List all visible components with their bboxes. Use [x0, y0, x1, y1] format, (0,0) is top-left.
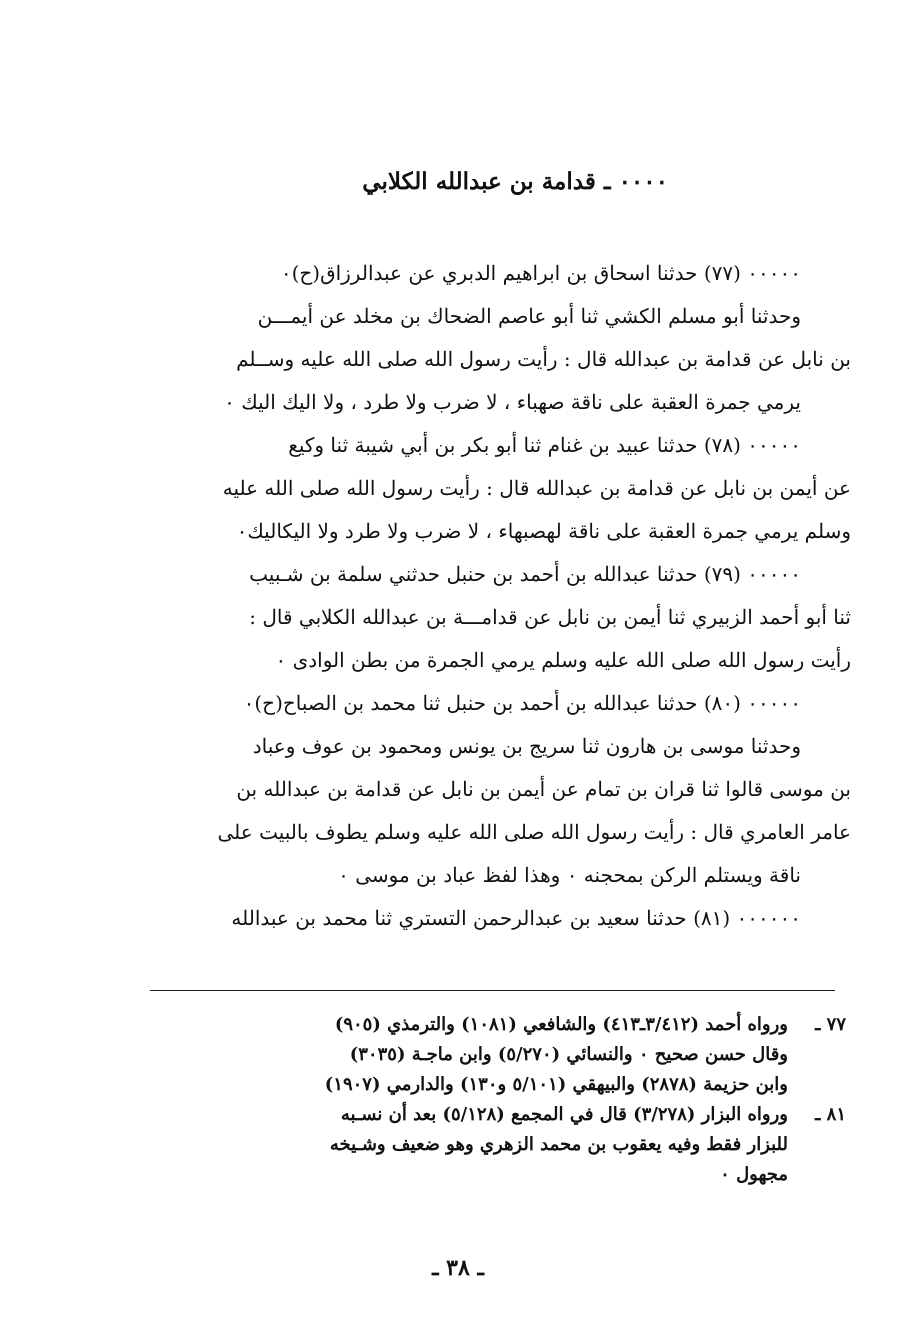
body-line: بن موسى قالوا ثنا قران بن تمام عن أيمن بن نابل عن قدامة بن عبدالله بن: [236, 777, 851, 801]
footnote-line: للبزار فقط وفيه يعقوب بن محمد الزهري وهو ضعيف وشـيخه: [329, 1134, 788, 1155]
page-number: ـ ٣٨ ـ: [432, 1255, 484, 1281]
footnote-line: مجهول ٠: [720, 1164, 788, 1185]
body-line: ٠٠٠٠٠ (٧٨) حدثنا عبيد بن غنام ثنا أبو بكر بن أبي شيبة ثنا وكيع: [288, 433, 801, 457]
body-line: وسلم يرمي جمرة العقبة على ناقة لهصبهاء ، لا ضرب ولا طرد ولا اليكاليك٠: [236, 519, 851, 543]
body-line: ٠٠٠٠٠ (٧٩) حدثنا عبدالله بن أحمد بن حنبل حدثني سلمة بن شـبيب: [249, 562, 801, 586]
footnote: [76, 1010, 846, 1100]
body-line: يرمي جمرة العقبة على ناقة صهباء ، لا ضرب ولا طرد ، ولا اليك اليك ٠: [224, 390, 801, 414]
body-line: ٠٠٠٠٠ (٧٧) حدثنا اسحاق بن ابراهيم الدبري عن عبدالرزاق(ح)٠: [280, 261, 801, 285]
footnote-number: ٨١ ـ: [815, 1104, 846, 1125]
body-line: بن نابل عن قدامة بن عبدالله قال : رأيت رسول الله صلى الله عليه وســلم: [236, 347, 851, 371]
body-line: ناقة ويستلم الركن بمحجنه ٠ وهذا لفظ عباد بن موسى ٠: [338, 863, 801, 887]
footnote-line: ورواه البزار (٣/٢٧٨) قال في المجمع (٥/١٢٨) بعد أن نسـبه: [340, 1104, 788, 1125]
footnote-line: وابن حزيمة (٢٨٧٨) والبيهقي (٥/١٠١ و١٣٠) والدارمي (١٩٠٧): [324, 1074, 788, 1095]
footnote-separator: [150, 990, 835, 991]
body-line: رأيت رسول الله صلى الله عليه وسلم يرمي الجمرة من بطن الوادى ٠: [275, 648, 851, 672]
footnote-number: ٧٧ ـ: [815, 1014, 846, 1035]
hadith-body: [56, 252, 851, 940]
body-line: وحدثنا موسى بن هارون ثنا سريج بن يونس ومحمود بن عوف وعباد: [252, 734, 801, 758]
footnote-line: ورواه أحمد (٣/٤١٢ـ٤١٣) والشافعي (١٠٨١) والترمذي (٩٠٥): [334, 1014, 788, 1035]
footnotes: [76, 1010, 846, 1190]
body-line: عن أيمن بن نابل عن قدامة بن عبدالله قال : رأيت رسول الله صلى الله عليه: [222, 476, 851, 500]
body-line: وحدثنا أبو مسلم الكشي ثنا أبو عاصم الضحاك بن مخلد عن أيمـــن: [257, 304, 801, 328]
entry-heading: ٠٠٠٠ ـ قدامة بن عبدالله الكلابي: [362, 168, 668, 195]
body-line: عامر العامري قال : رأيت رسول الله صلى الله عليه وسلم يطوف بالبيت على: [217, 820, 851, 844]
footnote-line: وقال حسن صحيح ٠ والنسائي (٥/٢٧٠) وابن ماجـة (٣٠٣٥): [349, 1044, 788, 1065]
body-line: ٠٠٠٠٠٠ (٨١) حدثنا سعيد بن عبدالرحمن التستري ثنا محمد بن عبدالله: [231, 906, 801, 930]
body-line: ثنا أبو أحمد الزبيري ثنا أيمن بن نابل عن قدامـــة بن عبدالله الكلابي قال :: [249, 605, 851, 629]
footnote: [76, 1100, 846, 1190]
body-line: ٠٠٠٠٠ (٨٠) حدثنا عبدالله بن أحمد بن حنبل ثنا محمد بن الصباح(ح)٠: [243, 691, 801, 715]
